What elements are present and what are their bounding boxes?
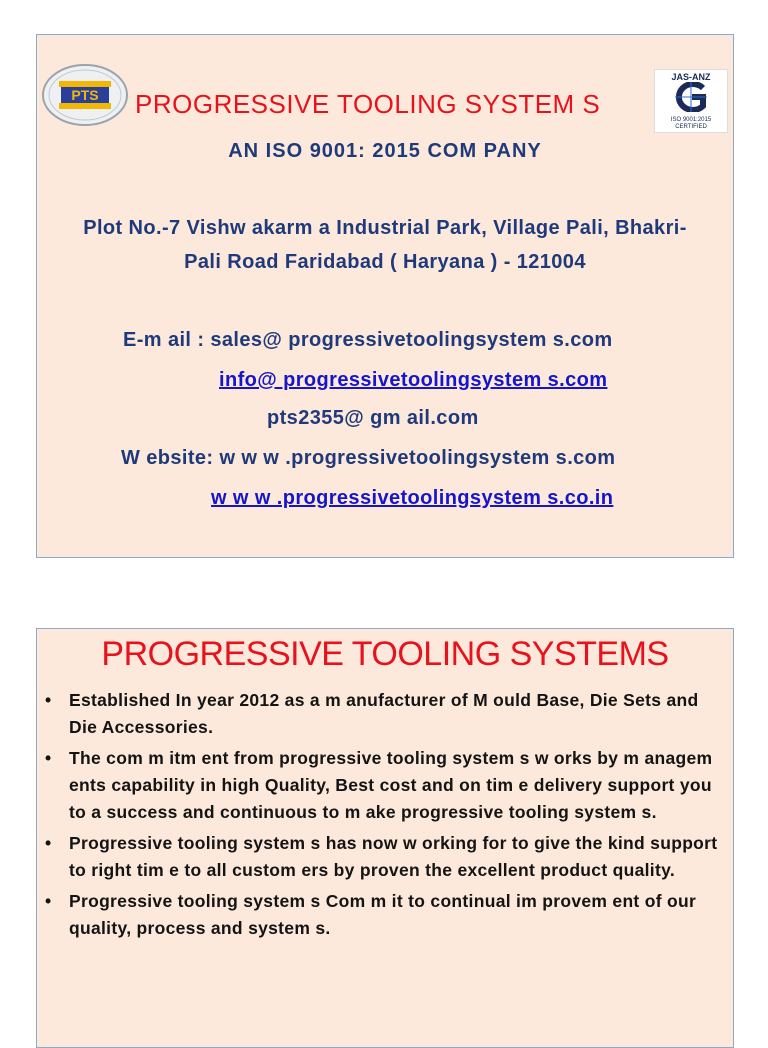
website-line: W ebsite: w w w .progressivetoolingsystem s.com — [121, 447, 616, 469]
certification-mark-icon — [675, 82, 707, 112]
email-info-link[interactable]: info@ progressivetoolingsystem s.com — [219, 369, 608, 391]
email-sales: E-m ail : sales@ progressivetoolingsystem s.com — [123, 329, 613, 351]
bullet-icon: • — [45, 833, 52, 853]
bullet-item: • Progressive tooling system s Com m it to continual im provem ent of our quality, process and system s. — [45, 888, 731, 942]
jas-anz-certification-badge: JAS-ANZ ISO 9001:2015 CERTIFIED — [654, 69, 728, 133]
company-overview-slide — [36, 628, 734, 1048]
pts-logo-icon — [41, 63, 129, 127]
bullet-item: • Established In year 2012 as a m anufacturer of M ould Base, Die Sets and Die Accessories. — [45, 687, 731, 741]
website-co-in-link[interactable]: w w w .progressivetoolingsystem s.co.in — [211, 487, 614, 509]
bullet-icon: • — [45, 690, 52, 710]
bullet-icon: • — [45, 891, 52, 911]
address-line-1: Plot No.-7 Vishw akarm a Industrial Park, Village Pali, Bhakri- — [83, 217, 687, 239]
svg-text:PTS: PTS — [71, 87, 99, 103]
company-header-slide — [36, 34, 734, 558]
overview-title: PROGRESSIVE TOOLING SYSTEMS — [101, 635, 669, 673]
company-name: PROGRESSIVE TOOLING SYSTEM S — [135, 89, 601, 119]
address-line-2: Pali Road Faridabad ( Haryana ) - 121004 — [184, 251, 586, 273]
email-gmail: pts2355@ gm ail.com — [267, 407, 479, 429]
iso-certification-line: AN ISO 9001: 2015 COM PANY — [228, 140, 542, 162]
bullet-item: • Progressive tooling system s has now w orking for to give the kind support to right tim e to all custom ers by proven the excellent product quality. — [45, 830, 731, 884]
bullet-item: • The com m itm ent from progressive tooling system s w orks by m anagem ents capability in high Quality, Best cost and on tim e delivery support you to a success and continuous to m ake progressive tooling system s. — [45, 745, 731, 826]
overview-bullet-list — [45, 687, 731, 946]
bullet-icon: • — [45, 748, 52, 768]
